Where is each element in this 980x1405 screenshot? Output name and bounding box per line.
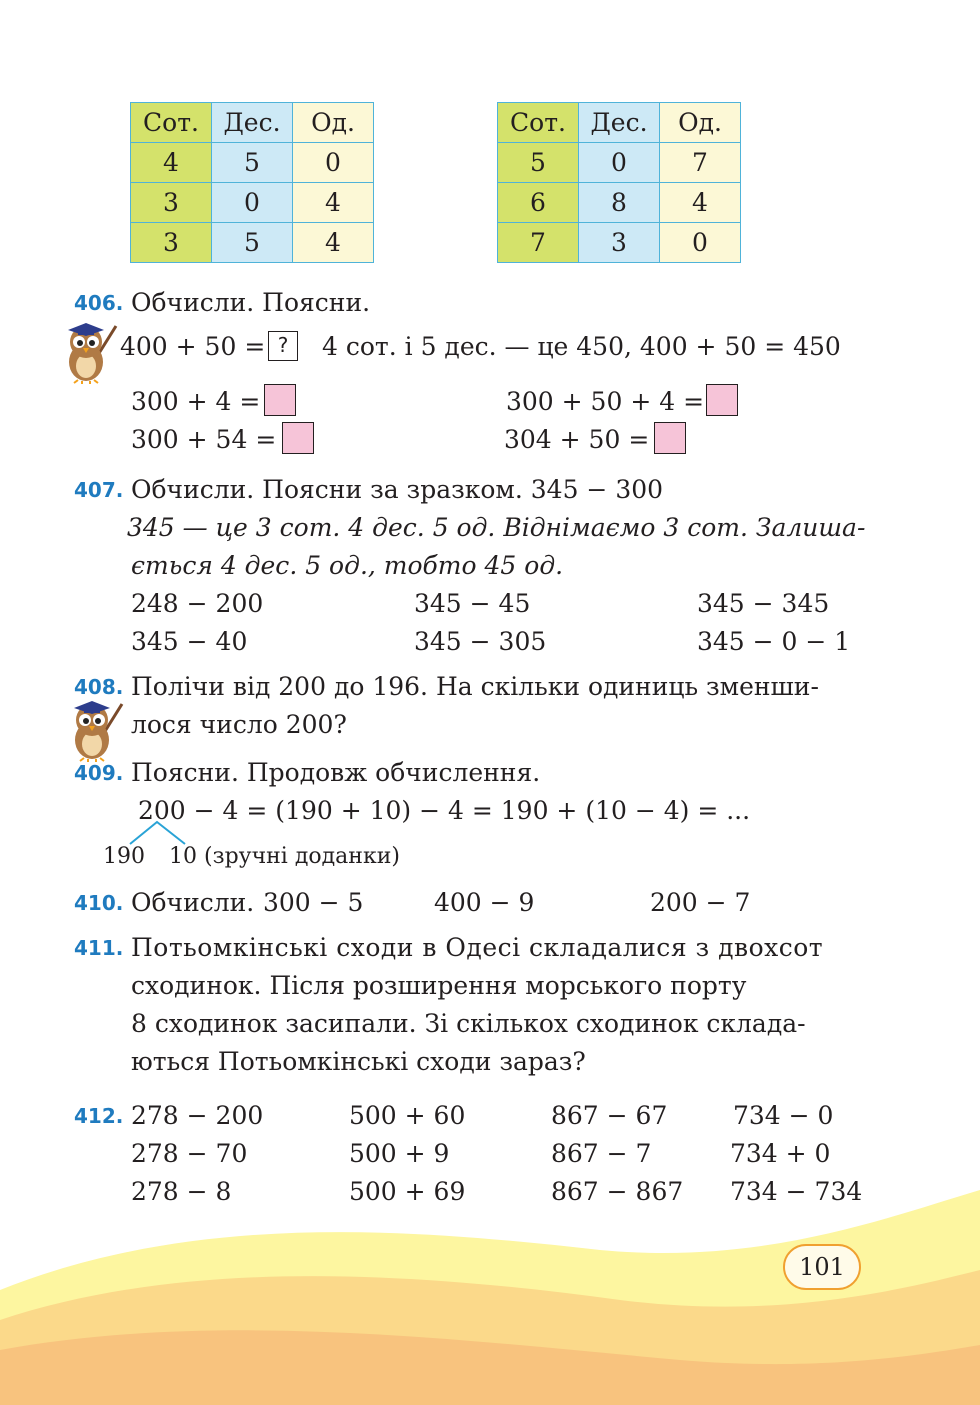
table-header: Од. — [293, 103, 374, 143]
expression: 278 − 8 — [131, 1177, 232, 1206]
table-cell: 7 — [498, 223, 579, 263]
table-cell: 5 — [212, 223, 293, 263]
expression: 500 + 69 — [349, 1177, 466, 1206]
answer-box[interactable] — [706, 384, 738, 416]
table-cell: 4 — [131, 143, 212, 183]
page-number: 101 — [783, 1244, 861, 1290]
table-header: Од. — [660, 103, 741, 143]
exercise-number: 410. — [74, 891, 124, 915]
expression: 345 − 305 — [414, 627, 547, 656]
expression: 400 − 9 — [434, 888, 535, 917]
expression: 500 + 9 — [349, 1139, 450, 1168]
question-box: ? — [268, 331, 298, 361]
expression: 734 − 734 — [730, 1177, 863, 1206]
exercise-number: 408. — [74, 675, 124, 699]
expression: 734 − 0 — [733, 1101, 834, 1130]
table-header: Сот. — [498, 103, 579, 143]
table-cell: 0 — [579, 143, 660, 183]
expression: 300 + 50 + 4 = — [506, 387, 705, 416]
table-cell: 4 — [660, 183, 741, 223]
expression: 867 − 7 — [551, 1139, 652, 1168]
exercise-title: Поясни. Продовж обчислення. — [131, 758, 541, 787]
expression: 300 + 4 = — [131, 387, 261, 416]
exercise-number: 411. — [74, 936, 124, 960]
expression: 300 − 5 — [263, 888, 364, 917]
exercise-text: Полічи від 200 до 196. На скільки одиниць зменши- — [131, 672, 819, 701]
exercise-title: Обчисли. Поясни. — [131, 288, 371, 317]
expression: 300 + 54 = — [131, 425, 277, 454]
table-cell: 0 — [660, 223, 741, 263]
expression: 867 − 867 — [551, 1177, 684, 1206]
expression: 345 − 345 — [697, 589, 830, 618]
exercise-text: лося число 200? — [131, 710, 347, 739]
sample-text: ється 4 дес. 5 од., тобто 45 од. — [131, 551, 564, 580]
expression: 304 + 50 = — [504, 425, 650, 454]
table-cell: 3 — [131, 223, 212, 263]
expression: 500 + 60 — [349, 1101, 466, 1130]
place-value-table-right — [497, 102, 741, 263]
answer-box[interactable] — [264, 384, 296, 416]
expression: 200 − 7 — [650, 888, 751, 917]
table-cell: 8 — [579, 183, 660, 223]
table-cell: 6 — [498, 183, 579, 223]
table-cell: 0 — [212, 183, 293, 223]
expression: 278 − 200 — [131, 1101, 264, 1130]
table-cell: 0 — [293, 143, 374, 183]
expression: 345 − 40 — [131, 627, 248, 656]
exercise-text: ються Потьомкінські сходи зараз? — [131, 1047, 586, 1076]
table-header: Дес. — [212, 103, 293, 143]
table-cell: 4 — [293, 223, 374, 263]
table-header: Сот. — [131, 103, 212, 143]
answer-box[interactable] — [654, 422, 686, 454]
split-bracket — [125, 818, 190, 846]
table-cell: 7 — [660, 143, 741, 183]
split-right-value: 10 (зручні доданки) — [169, 844, 400, 869]
expression: 248 − 200 — [131, 589, 264, 618]
exercise-number: 412. — [74, 1104, 124, 1128]
expression: 734 + 0 — [730, 1139, 831, 1168]
exercise-title: Обчисли. — [131, 888, 255, 917]
expression: 200 − 4 = (190 + 10) − 4 = 190 + (10 − 4) = ... — [138, 796, 751, 825]
exercise-title: Обчисли. Поясни за зразком. 345 − 300 — [131, 475, 664, 504]
owl-teacher-icon — [56, 318, 120, 384]
place-value-table-left — [130, 102, 374, 263]
table-cell: 4 — [293, 183, 374, 223]
exercise-text: сходинок. Після розширення морського порту — [131, 971, 747, 1000]
exercise-text: Потьомкінські сходи в Одесі складалися з двохсот — [131, 933, 824, 962]
expression: 278 − 70 — [131, 1139, 248, 1168]
expression: 867 − 67 — [551, 1101, 668, 1130]
exercise-number: 406. — [74, 291, 124, 315]
table-cell: 3 — [579, 223, 660, 263]
answer-box[interactable] — [282, 422, 314, 454]
sample-text: 345 — це 3 сот. 4 дес. 5 од. Віднімаємо 3 сот. Залиша- — [127, 513, 866, 542]
exercise-text: 8 сходинок засипали. Зі скількох сходинок склада- — [131, 1009, 806, 1038]
expression: 345 − 45 — [414, 589, 531, 618]
exercise-number: 409. — [74, 761, 124, 785]
sample-explanation: 4 сот. і 5 дес. — це 450, 400 + 50 = 450 — [322, 332, 841, 361]
expression: 345 − 0 − 1 — [697, 627, 851, 656]
table-header: Дес. — [579, 103, 660, 143]
sample-expression: 400 + 50 = — [120, 332, 266, 361]
table-cell: 5 — [212, 143, 293, 183]
exercise-number: 407. — [74, 478, 124, 502]
owl-teacher-icon — [62, 696, 126, 762]
table-cell: 3 — [131, 183, 212, 223]
split-left-value: 190 — [103, 844, 145, 869]
table-cell: 5 — [498, 143, 579, 183]
